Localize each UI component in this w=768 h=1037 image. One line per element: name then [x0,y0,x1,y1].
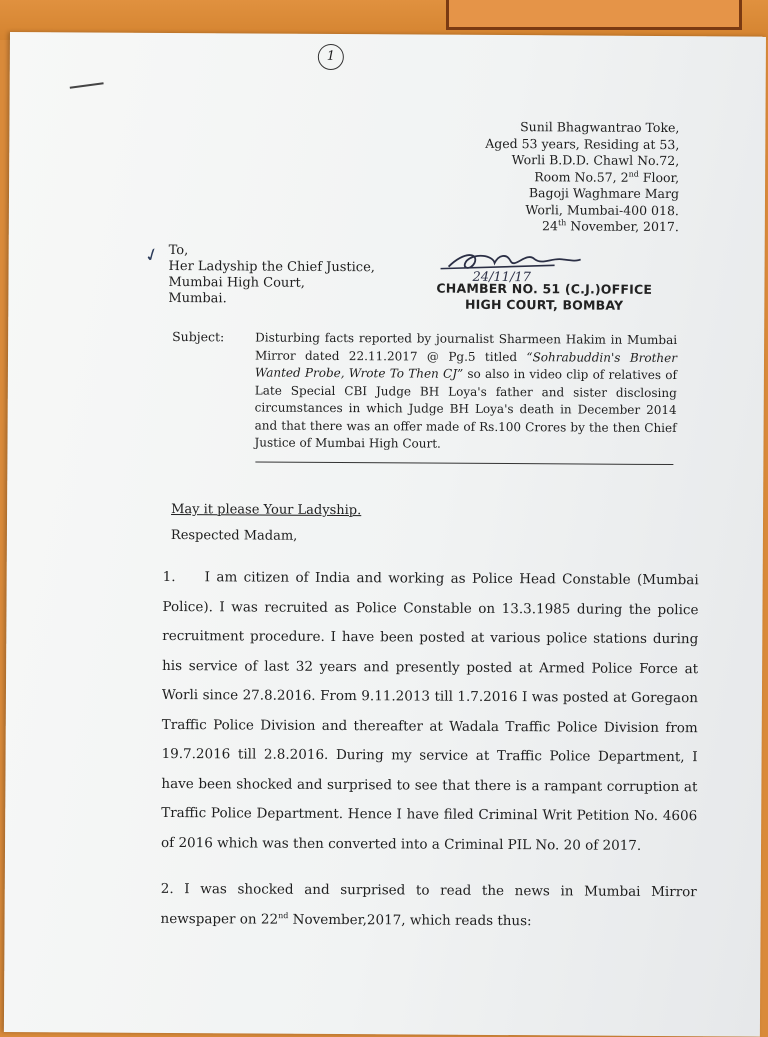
salutation-greeting: Respected Madam, [170,527,298,544]
sender-address [485,119,680,236]
subject-label: Subject: [172,328,225,345]
letter-date: 24th November, 2017. [542,218,679,235]
stamp-court: HIGH COURT, BOMBAY [464,296,624,313]
paragraph-1: 1. I am citizen of India and working as Police Head Constable (Mumbai Police). I was recruited as Police Constable on 13.3.1985 during the police recruitment procedure. I have been posted at various police stations during his service of last 32 years and presently posted at Armed Police Force at Worli since 27.8.2016. From 9.11.2013 till 1.7.2016 I was posted at Goregaon Traffic Police Division and thereafter at Wadala Traffic Police Division from 19.7.2016 till 2.8.2016. During my service at Traffic Police Department, I have been shocked and surprised to see that there is a rampant corruption at Traffic Police Department. Hence I have filed Criminal Writ Petition No. 4606 of 2016 which was then converted into a Criminal PIL No. 20 of 2017. [161,563,699,861]
sender-street: Bagoji Waghmare Marg [528,185,680,202]
paragraph-number: 2. [160,880,174,898]
divider [255,462,673,466]
pen-mark [70,82,104,89]
recipient-city: Mumbai. [168,290,227,307]
stamp-chamber: CHAMBER NO. 51 (C.J.)OFFICE [436,280,653,297]
recipient-title: Her Ladyship the Chief Justice, [168,258,375,276]
signature-date: 24/11/17 [472,269,531,286]
subject-text: Disturbing facts reported by journalist Sharmeen Hakim in Mumbai Mirror dated 22.11.2017 @ Pg.5 titled “Sohrabuddin's Brother Wanted Probe, Wrote To Then CJ” so also in video clip of relatives of Late Special CBI Judge BH Loya's father and sister disclosing circumstances in which Judge BH Loya's death in December 2014 and that there was an offer made of Rs.100 Crores by the then Chief Justice of Mumbai High Court. [254,330,678,451]
check-mark-icon: ✓ [141,242,163,268]
folder-label-box [446,0,742,30]
page-number: 1 [318,44,344,70]
recipient-to: To, [168,242,189,259]
paragraph-2: 2. I was shocked and surprised to read the news in Mumbai Mirror newspaper on 22nd November,2017, which reads thus: [160,880,697,929]
sender-address-line: Worli B.D.D. Chawl No.72, [511,152,680,169]
salutation-opening: May it please Your Ladyship. [171,501,362,519]
handwritten-signature [434,245,584,286]
sender-room: Room No.57, 2nd Floor, [534,168,680,185]
recipient-block [168,243,375,308]
letter-page [4,32,766,1037]
sender-age: Aged 53 years, Residing at 53, [485,135,680,152]
sender-name: Sunil Bhagwantrao Toke, [520,119,680,136]
sender-city: Worli, Mumbai-400 018. [525,201,679,218]
office-stamp [436,281,652,314]
recipient-court: Mumbai High Court, [168,274,305,291]
salutation [171,497,362,550]
paragraph-number: 1. [162,568,176,586]
